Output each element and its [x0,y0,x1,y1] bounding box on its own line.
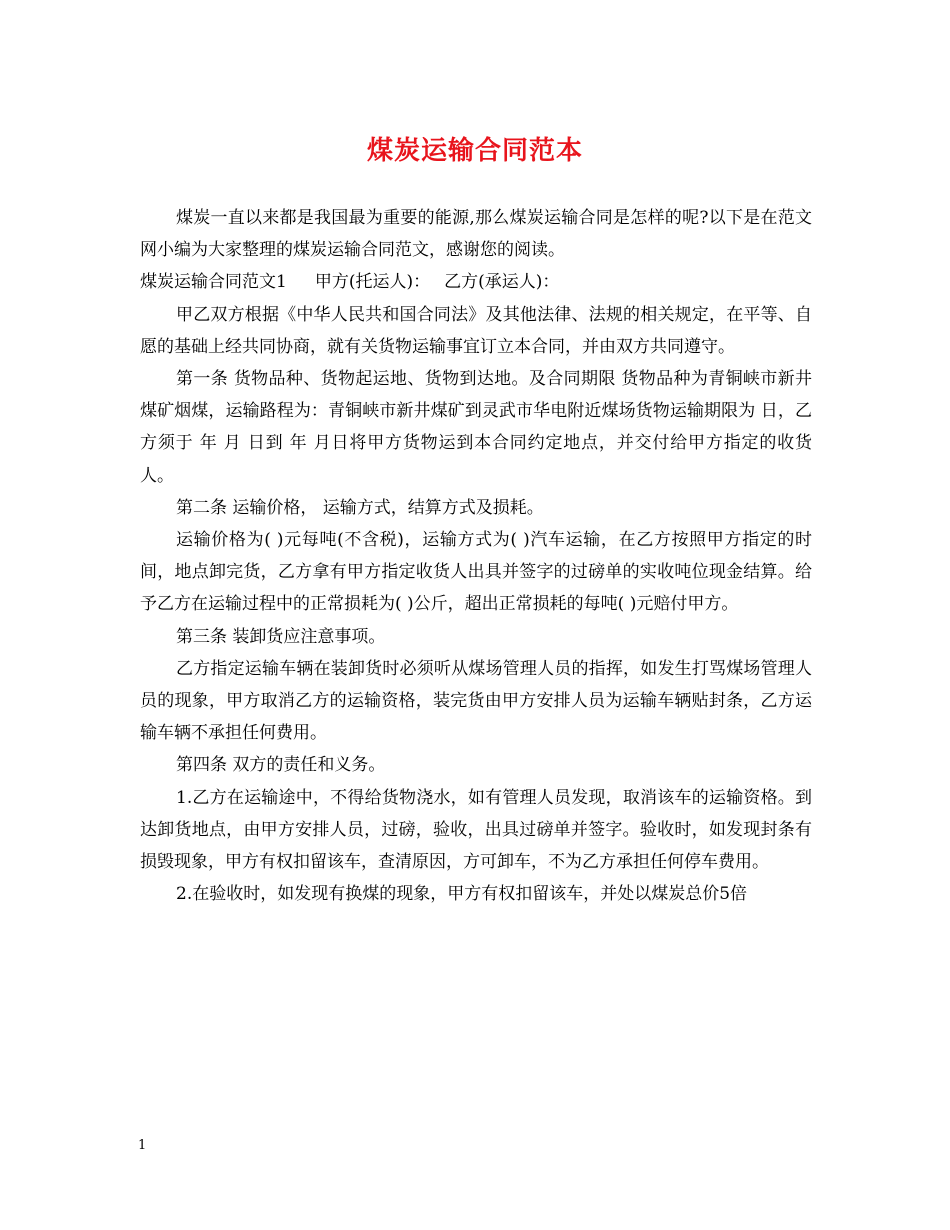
parties-line [140,266,812,298]
document-title: 煤炭运输合同范本 [366,136,583,166]
clause-paragraph: 2.在验收时，如发现有换煤的现象，甲方有权扣留该车，并处以煤炭总价5倍 [176,884,748,905]
clause-paragraph: 第二条 运输价格， 运输方式，结算方式及损耗。 [176,497,544,518]
document-body [140,202,812,910]
clause-paragraph: 1.乙方在运输途中，不得给货物浇水，如有管理人员发现，取消该车的运输资格。到达卸货地点，由甲方安排人员，过磅，验收，出具过磅单并签字。验收时，如发现封条有损毁现象，甲方有权扣留该车，查清原因，方可卸车，不为乙方承担任何停车费用。 [140,787,812,873]
party-b-label: 乙方(承运人)： [444,272,560,293]
clause-paragraph: 第四条 双方的责任和义务。 [176,755,386,776]
clause-paragraph: 第一条 货物品种、货物起运地、货物到达地。及合同期限 货物品种为青铜峡市新井煤矿烟煤，运输路程为：青铜峡市新井煤矿到灵武市华电附近煤场货物运输期限为 日，乙方须于 年 月 日到 年 月日将甲方货物运到本合同约定地点，并交付给甲方指定的收货人。 [140,369,812,486]
party-a-label: 甲方(托运人)： [314,272,431,293]
intro-paragraph: 煤炭一直以来都是我国最为重要的能源,那么煤炭运输合同是怎样的呢?以下是在范文网小编为大家整理的煤炭运输合同范文，感谢您的阅读。 [140,208,812,261]
clause-paragraph: 甲乙双方根据《中华人民共和国合同法》及其他法律、法规的相关规定，在平等、自愿的基础上经共同协商，就有关货物运输事宜订立本合同，并由双方共同遵守。 [140,304,812,357]
clause-paragraph: 第三条 装卸货应注意事项。 [176,626,386,647]
clause-paragraph: 乙方指定运输车辆在装卸货时必须听从煤场管理人员的指挥，如发生打骂煤场管理人员的现象，甲方取消乙方的运输资格，装完货由甲方安排人员为运输车辆贴封条，乙方运输车辆不承担任何费用。 [140,658,812,744]
clause-paragraph: 运输价格为( )元每吨(不含税)，运输方式为( )汽车运输，在乙方按照甲方指定的时间，地点卸完货，乙方拿有甲方指定收货人出具并签字的过磅单的实收吨位现金结算。给予乙方在运输过程中的正常损耗为( )公斤，超出正常损耗的每吨( )元赔付甲方。 [140,530,812,615]
page-number: 1 [138,1138,147,1153]
sample-label: 煤炭运输合同范文1 [140,272,287,293]
